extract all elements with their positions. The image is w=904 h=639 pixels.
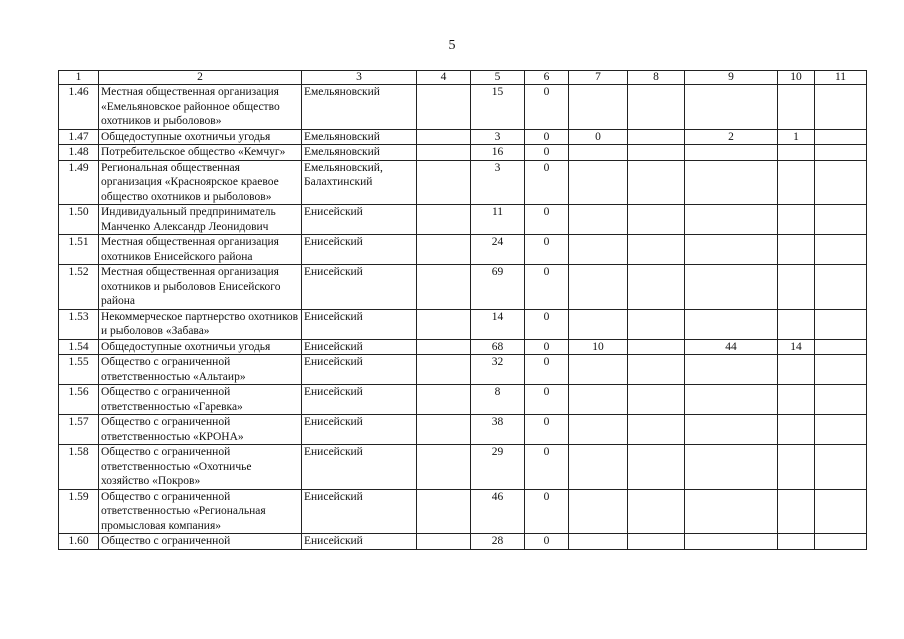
col-8-cell — [628, 85, 685, 130]
col-6-cell: 0 — [525, 235, 569, 265]
table-row — [59, 415, 867, 445]
organization-name-cell: Местная общественная организация «Емельяновское районное общество охотников и рыболовов» — [99, 85, 302, 130]
col-9-cell — [685, 85, 778, 130]
col-7-cell — [569, 145, 628, 161]
col-8-cell — [628, 309, 685, 339]
column-header: 7 — [569, 71, 628, 85]
row-number-cell: 1.49 — [59, 160, 99, 205]
col-6-cell: 0 — [525, 534, 569, 550]
district-cell: Емельяновский — [302, 129, 417, 145]
row-number-cell: 1.60 — [59, 534, 99, 550]
table-row — [59, 265, 867, 310]
col-11-cell — [815, 534, 867, 550]
col-4-cell — [417, 339, 471, 355]
col-10-cell — [778, 534, 815, 550]
table-body — [59, 85, 867, 550]
row-number-cell: 1.47 — [59, 129, 99, 145]
row-number-cell: 1.59 — [59, 489, 99, 534]
col-7-cell: 0 — [569, 129, 628, 145]
col-8-cell — [628, 160, 685, 205]
col-11-cell — [815, 129, 867, 145]
col-5-cell: 3 — [471, 129, 525, 145]
col-10-cell — [778, 385, 815, 415]
table-row — [59, 355, 867, 385]
col-5-cell: 68 — [471, 339, 525, 355]
col-4-cell — [417, 415, 471, 445]
col-6-cell: 0 — [525, 145, 569, 161]
col-11-cell — [815, 355, 867, 385]
col-4-cell — [417, 265, 471, 310]
organization-name-cell: Общество с ограниченной ответственностью «Гаревка» — [99, 385, 302, 415]
col-10-cell: 1 — [778, 129, 815, 145]
district-cell: Емельяновский — [302, 85, 417, 130]
table-row — [59, 309, 867, 339]
col-9-cell — [685, 235, 778, 265]
row-number-cell: 1.57 — [59, 415, 99, 445]
table-row — [59, 339, 867, 355]
table-row — [59, 489, 867, 534]
col-10-cell — [778, 309, 815, 339]
col-7-cell — [569, 309, 628, 339]
district-cell: Енисейский — [302, 309, 417, 339]
col-9-cell — [685, 534, 778, 550]
col-11-cell — [815, 309, 867, 339]
organization-name-cell: Общество с ограниченной ответственностью «Региональная промысловая компания» — [99, 489, 302, 534]
table-row — [59, 534, 867, 550]
column-header: 5 — [471, 71, 525, 85]
col-9-cell — [685, 160, 778, 205]
col-4-cell — [417, 85, 471, 130]
col-9-cell — [685, 205, 778, 235]
organization-name-cell: Общество с ограниченной — [99, 534, 302, 550]
organization-name-cell: Общедоступные охотничьи угодья — [99, 339, 302, 355]
col-8-cell — [628, 385, 685, 415]
col-4-cell — [417, 385, 471, 415]
col-6-cell: 0 — [525, 205, 569, 235]
col-11-cell — [815, 145, 867, 161]
table-row — [59, 205, 867, 235]
col-4-cell — [417, 235, 471, 265]
col-10-cell — [778, 85, 815, 130]
col-10-cell — [778, 489, 815, 534]
column-header: 10 — [778, 71, 815, 85]
col-5-cell: 69 — [471, 265, 525, 310]
column-header: 3 — [302, 71, 417, 85]
table-row — [59, 129, 867, 145]
col-10-cell — [778, 445, 815, 490]
col-6-cell: 0 — [525, 489, 569, 534]
col-7-cell — [569, 415, 628, 445]
row-number-cell: 1.53 — [59, 309, 99, 339]
table-row — [59, 445, 867, 490]
col-6-cell: 0 — [525, 339, 569, 355]
row-number-cell: 1.51 — [59, 235, 99, 265]
col-4-cell — [417, 205, 471, 235]
col-11-cell — [815, 85, 867, 130]
col-5-cell: 32 — [471, 355, 525, 385]
col-10-cell — [778, 415, 815, 445]
row-number-cell: 1.54 — [59, 339, 99, 355]
col-10-cell — [778, 160, 815, 205]
district-cell: Енисейский — [302, 339, 417, 355]
col-10-cell: 14 — [778, 339, 815, 355]
col-11-cell — [815, 160, 867, 205]
district-cell: Енисейский — [302, 534, 417, 550]
col-10-cell — [778, 355, 815, 385]
col-11-cell — [815, 235, 867, 265]
col-6-cell: 0 — [525, 265, 569, 310]
col-6-cell: 0 — [525, 355, 569, 385]
col-5-cell: 8 — [471, 385, 525, 415]
table-row — [59, 145, 867, 161]
organization-name-cell: Некоммерческое партнерство охотников и рыболовов «Забава» — [99, 309, 302, 339]
col-5-cell: 15 — [471, 85, 525, 130]
col-6-cell: 0 — [525, 129, 569, 145]
col-7-cell — [569, 355, 628, 385]
col-5-cell: 14 — [471, 309, 525, 339]
col-5-cell: 28 — [471, 534, 525, 550]
col-7-cell — [569, 265, 628, 310]
row-number-cell: 1.52 — [59, 265, 99, 310]
col-6-cell: 0 — [525, 309, 569, 339]
col-9-cell — [685, 265, 778, 310]
data-table — [58, 70, 867, 550]
col-11-cell — [815, 339, 867, 355]
col-11-cell — [815, 445, 867, 490]
col-4-cell — [417, 445, 471, 490]
col-6-cell: 0 — [525, 415, 569, 445]
col-7-cell — [569, 489, 628, 534]
district-cell: Емельяновский — [302, 145, 417, 161]
col-7-cell — [569, 534, 628, 550]
col-4-cell — [417, 355, 471, 385]
col-9-cell — [685, 309, 778, 339]
district-cell: Енисейский — [302, 445, 417, 490]
table-row — [59, 160, 867, 205]
col-7-cell — [569, 205, 628, 235]
organization-name-cell: Общество с ограниченной ответственностью «КРОНА» — [99, 415, 302, 445]
col-10-cell — [778, 205, 815, 235]
col-8-cell — [628, 534, 685, 550]
col-8-cell — [628, 445, 685, 490]
organization-name-cell: Индивидуальный предприниматель Манченко Александр Леонидович — [99, 205, 302, 235]
col-4-cell — [417, 489, 471, 534]
district-cell: Енисейский — [302, 205, 417, 235]
organization-name-cell: Местная общественная организация охотников Енисейского района — [99, 235, 302, 265]
col-8-cell — [628, 235, 685, 265]
col-6-cell: 0 — [525, 385, 569, 415]
col-10-cell — [778, 265, 815, 310]
district-cell: Енисейский — [302, 489, 417, 534]
col-7-cell — [569, 85, 628, 130]
row-number-cell: 1.58 — [59, 445, 99, 490]
col-9-cell — [685, 415, 778, 445]
district-cell: Енисейский — [302, 355, 417, 385]
row-number-cell: 1.50 — [59, 205, 99, 235]
col-10-cell — [778, 235, 815, 265]
col-5-cell: 24 — [471, 235, 525, 265]
column-header: 6 — [525, 71, 569, 85]
col-5-cell: 3 — [471, 160, 525, 205]
organization-name-cell: Потребительское общество «Кемчуг» — [99, 145, 302, 161]
organization-name-cell: Общество с ограниченной ответственностью «Альтаир» — [99, 355, 302, 385]
organization-name-cell: Общество с ограниченной ответственностью «Охотничье хозяйство «Покров» — [99, 445, 302, 490]
col-8-cell — [628, 355, 685, 385]
col-8-cell — [628, 145, 685, 161]
col-5-cell: 16 — [471, 145, 525, 161]
row-number-cell: 1.56 — [59, 385, 99, 415]
col-7-cell — [569, 445, 628, 490]
col-8-cell — [628, 205, 685, 235]
col-8-cell — [628, 129, 685, 145]
col-9-cell — [685, 489, 778, 534]
col-5-cell: 29 — [471, 445, 525, 490]
row-number-cell: 1.55 — [59, 355, 99, 385]
col-7-cell — [569, 235, 628, 265]
col-5-cell: 11 — [471, 205, 525, 235]
col-9-cell: 44 — [685, 339, 778, 355]
col-7-cell — [569, 160, 628, 205]
district-cell: Емельяновский, Балахтинский — [302, 160, 417, 205]
district-cell: Енисейский — [302, 415, 417, 445]
col-11-cell — [815, 205, 867, 235]
organization-name-cell: Общедоступные охотничьи угодья — [99, 129, 302, 145]
col-9-cell — [685, 445, 778, 490]
col-4-cell — [417, 129, 471, 145]
col-5-cell: 38 — [471, 415, 525, 445]
column-header: 9 — [685, 71, 778, 85]
column-header: 8 — [628, 71, 685, 85]
district-cell: Енисейский — [302, 265, 417, 310]
col-11-cell — [815, 265, 867, 310]
column-header: 1 — [59, 71, 99, 85]
table-header-row — [59, 71, 867, 85]
page-number: 5 — [448, 38, 456, 53]
column-header: 4 — [417, 71, 471, 85]
row-number-cell: 1.46 — [59, 85, 99, 130]
col-4-cell — [417, 145, 471, 161]
organization-name-cell: Местная общественная организация охотников и рыболовов Енисейского района — [99, 265, 302, 310]
row-number-cell: 1.48 — [59, 145, 99, 161]
col-11-cell — [815, 415, 867, 445]
col-4-cell — [417, 534, 471, 550]
col-10-cell — [778, 145, 815, 161]
col-9-cell — [685, 385, 778, 415]
col-9-cell: 2 — [685, 129, 778, 145]
col-6-cell: 0 — [525, 445, 569, 490]
col-11-cell — [815, 385, 867, 415]
col-8-cell — [628, 489, 685, 534]
col-7-cell — [569, 385, 628, 415]
col-6-cell: 0 — [525, 85, 569, 130]
table-row — [59, 85, 867, 130]
col-4-cell — [417, 309, 471, 339]
col-8-cell — [628, 339, 685, 355]
district-cell: Енисейский — [302, 385, 417, 415]
col-8-cell — [628, 415, 685, 445]
col-8-cell — [628, 265, 685, 310]
col-7-cell: 10 — [569, 339, 628, 355]
col-11-cell — [815, 489, 867, 534]
col-9-cell — [685, 145, 778, 161]
column-header: 11 — [815, 71, 867, 85]
table-row — [59, 385, 867, 415]
district-cell: Енисейский — [302, 235, 417, 265]
table-row — [59, 235, 867, 265]
col-9-cell — [685, 355, 778, 385]
organization-name-cell: Региональная общественная организация «Красноярское краевое общество охотников и рыболовов» — [99, 160, 302, 205]
col-4-cell — [417, 160, 471, 205]
column-header: 2 — [99, 71, 302, 85]
col-5-cell: 46 — [471, 489, 525, 534]
col-6-cell: 0 — [525, 160, 569, 205]
